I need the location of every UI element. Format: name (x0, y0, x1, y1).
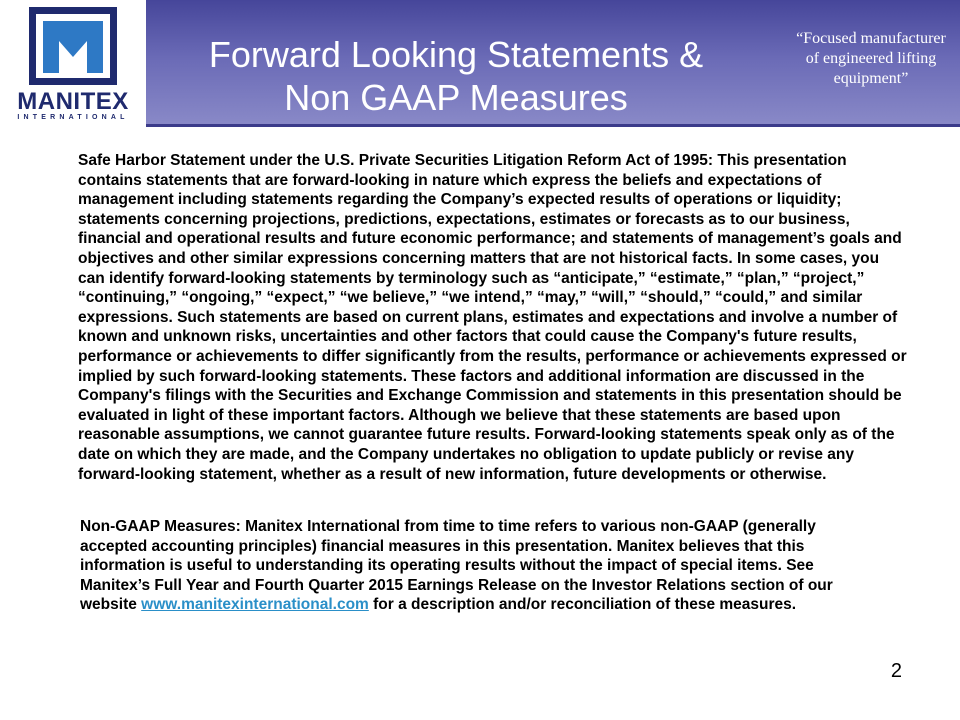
tagline-line-1: “Focused manufacturer (796, 30, 946, 47)
page-title (170, 33, 742, 119)
logo-subtitle: INTERNATIONAL (17, 114, 129, 121)
non-gaap-paragraph (80, 517, 880, 615)
tagline-line-2: of engineered lifting (805, 50, 937, 67)
page-number: 2 (890, 660, 902, 682)
safe-harbor-paragraph: Safe Harbor Statement under the U.S. Private Securities Litigation Reform Act of 1995: This presentation contains statements that are forward-looking in nature which express the beliefs and expectations of management including statements regarding the Company’s expected results of operations or liquidity; statements concerning projections, predictions, expectations, estimates or forecasts as to our business, financial and operational results and future economic performance; and statements of management’s goals and objectives and other similar expressions concerning matters that are not historical facts. In some cases, you can identify forward-looking statements by terminology such as “anticipate,” “estimate,” “plan,” “project,” “continuing,” “ongoing,” “expect,” “we believe,” “we intend,” “may,” “will,” “should,” “could,” and similar expressions. Such statements are based on current plans, estimates and expectations and involve a number of known and unknown risks, uncertainties and other factors that could cause the Company's future results, performance or achievements to differ significantly from the results, performance or achievements expressed or implied by such forward-looking statements. These factors and additional information are discussed in the Company's filings with the Securities and Exchange Commission and statements in this presentation should be evaluated in light of these important factors. Although we believe that these statements are based upon reasonable assumptions, we cannot guarantee future results. Forward-looking statements speak only as of the date on which they are made, and the Company undertakes no obligation to update publicly or revise any forward-looking statement, whether as a result of new information, future developments or otherwise. (78, 152, 907, 483)
logo (0, 0, 146, 127)
logo-name: MANITEX (17, 88, 129, 115)
non-gaap-text-end: for a description and/or reconciliation of these measures. (368, 596, 797, 614)
manitex-m-logo-icon (29, 7, 117, 85)
tagline (786, 29, 956, 89)
tagline-line-3: equipment” (833, 70, 909, 87)
title-line-1: Forward Looking Statements & (208, 34, 704, 75)
non-gaap-text: Non-GAAP Measures: Manitex International from time to time refers to various non-GAAP (generally accepted accounting principles) financial measures in this presentation. Manitex believes that this information is useful to understanding its operating results without the impact of special items. See Manitex’s Full Year and Fourth Quarter 2015 Earnings Release on the Investor Relations section of our website (80, 518, 833, 614)
title-line-2: Non GAAP Measures (284, 77, 628, 118)
website-link[interactable]: www.manitexinternational.com (141, 596, 369, 614)
